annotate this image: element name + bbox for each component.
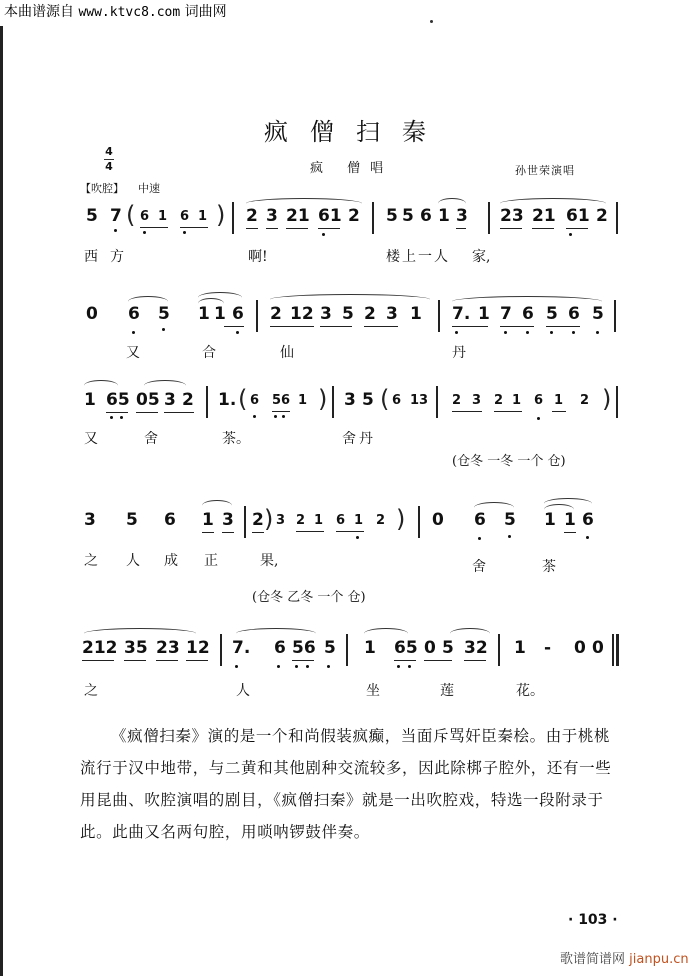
lyric: 楼上一人 bbox=[386, 249, 450, 265]
note: 2 bbox=[296, 513, 306, 528]
note: 23 bbox=[156, 638, 180, 658]
lyric: 莲 bbox=[440, 683, 454, 699]
note: 23 bbox=[500, 206, 524, 226]
lyric: 家, bbox=[472, 249, 491, 265]
note: 6 bbox=[534, 393, 544, 408]
note: 1 bbox=[198, 209, 208, 224]
paren-open: ( bbox=[126, 201, 136, 229]
note: 1 bbox=[478, 304, 490, 324]
paren-close: ) bbox=[396, 505, 406, 533]
note: 6 bbox=[250, 393, 260, 408]
note: 05 bbox=[136, 390, 160, 410]
note: 3 bbox=[472, 393, 482, 408]
lyric: 方 bbox=[110, 249, 124, 265]
note: 5 bbox=[592, 304, 604, 324]
performer-credit: 孙世荣演唱 bbox=[515, 164, 575, 177]
scan-speck bbox=[430, 20, 433, 23]
note: 1 bbox=[364, 638, 376, 658]
lyric: 仙 bbox=[280, 345, 294, 361]
note: 12 bbox=[186, 638, 210, 658]
tempo-speed: 中速 bbox=[138, 182, 160, 195]
tempo-style: 【吹腔】 bbox=[80, 182, 124, 195]
note: 5 bbox=[442, 638, 454, 658]
note: 6 bbox=[164, 510, 176, 530]
note: 0 bbox=[86, 304, 98, 324]
paren-open: ( bbox=[380, 385, 390, 413]
note: 6 bbox=[232, 304, 244, 324]
note: 65 bbox=[394, 638, 418, 658]
note: 1 bbox=[554, 393, 564, 408]
lyric: 舍 bbox=[144, 431, 158, 447]
note: 0 bbox=[432, 510, 444, 530]
notes-row-5 bbox=[80, 632, 620, 666]
lyric: 又 bbox=[126, 345, 140, 361]
note: 2 bbox=[364, 304, 376, 324]
note: 6 bbox=[420, 206, 432, 226]
note: 1 bbox=[512, 393, 522, 408]
watermark-bottom-url[interactable]: jianpu.cn bbox=[629, 952, 689, 967]
note: 2 bbox=[182, 390, 194, 410]
note: 65 bbox=[106, 390, 130, 410]
note: 6 bbox=[522, 304, 534, 324]
note: 5 bbox=[386, 206, 398, 226]
note: 1 bbox=[214, 304, 226, 324]
watermark-prefix: 本曲谱源自 bbox=[4, 4, 74, 20]
lyric: 茶 bbox=[542, 559, 556, 575]
note: 3 bbox=[456, 206, 468, 226]
notes-row-1 bbox=[80, 200, 620, 234]
lyric: 之 bbox=[84, 683, 98, 699]
note: 2 bbox=[452, 393, 462, 408]
note: 2 bbox=[246, 206, 258, 226]
note: 3 bbox=[222, 510, 234, 530]
paren-close: ) bbox=[216, 201, 226, 229]
time-signature bbox=[104, 146, 114, 173]
note: 0 bbox=[592, 638, 604, 658]
watermark-bottom bbox=[560, 948, 689, 967]
page-title: 疯僧扫秦 bbox=[264, 118, 448, 146]
note: 5 bbox=[324, 638, 336, 658]
lyric: 舍丹 bbox=[342, 431, 376, 447]
lyric: 成 bbox=[164, 553, 178, 569]
note: 7 bbox=[110, 206, 122, 226]
note: 5 bbox=[504, 510, 516, 530]
note: 3 bbox=[276, 513, 286, 528]
note: 7. bbox=[452, 304, 471, 324]
percussion-pattern: (仓冬 乙冬 一个 仓) bbox=[252, 590, 366, 605]
note: 7. bbox=[232, 638, 251, 658]
note: 6 bbox=[582, 510, 594, 530]
lyric: 人 bbox=[236, 683, 250, 699]
lyric: 啊! bbox=[248, 249, 268, 265]
lyric: 果, bbox=[260, 553, 279, 569]
note: 6 bbox=[474, 510, 486, 530]
page-number: · 103 · bbox=[568, 912, 618, 928]
note: 2 bbox=[580, 393, 590, 408]
watermark-suffix: 词曲网 bbox=[184, 4, 227, 20]
note: 5 bbox=[402, 206, 414, 226]
note: 6 bbox=[140, 209, 150, 224]
note: 5 bbox=[86, 206, 98, 226]
note: 212 bbox=[82, 638, 118, 658]
note: 1 bbox=[564, 510, 576, 530]
watermark-top bbox=[4, 1, 227, 21]
lyric: 西 bbox=[84, 249, 98, 265]
lyric: 花。 bbox=[516, 683, 544, 699]
paren-close: ) bbox=[264, 505, 274, 533]
paren-close: ) bbox=[318, 385, 328, 413]
note: 1 bbox=[438, 206, 450, 226]
note: 61 bbox=[566, 206, 590, 226]
lyric: 舍 bbox=[472, 559, 486, 575]
note: 6 bbox=[392, 393, 402, 408]
percussion-pattern: (仓冬 一冬 一个 仓) bbox=[452, 454, 566, 469]
note: 5 bbox=[362, 390, 374, 410]
note: 56 bbox=[292, 638, 316, 658]
note: 5 bbox=[342, 304, 354, 324]
commentary-paragraph: 《疯僧扫秦》演的是一个和尚假装疯癫，当面斥骂奸臣秦桧。由于桃桃流行于汉中地带，与二黄和其他剧种交流较多，因此除梆子腔外，还有一些用昆曲、吹腔演唱的剧目，《疯僧扫秦》就是一出吹腔戏，特选一段附录于此。此曲又名两句腔，用唢呐锣鼓伴奏。 bbox=[80, 727, 612, 841]
note: 12 bbox=[290, 304, 314, 324]
note: 1 bbox=[298, 393, 308, 408]
note: 3 bbox=[320, 304, 332, 324]
lyric: 之 bbox=[84, 553, 98, 569]
note: 56 bbox=[272, 393, 291, 408]
note: 3 bbox=[84, 510, 96, 530]
note: 3 bbox=[386, 304, 398, 324]
note: 1 bbox=[84, 390, 96, 410]
note: 1 bbox=[314, 513, 324, 528]
note: 6 bbox=[274, 638, 286, 658]
watermark-url[interactable]: www.ktvc8.com bbox=[78, 5, 181, 20]
note: 1 bbox=[410, 304, 422, 324]
note: 1 bbox=[514, 638, 526, 658]
note: 13 bbox=[410, 393, 429, 408]
note: 2 bbox=[376, 513, 386, 528]
note: 1 bbox=[354, 513, 364, 528]
note: 3 bbox=[164, 390, 176, 410]
note: 2 bbox=[252, 510, 264, 530]
note: 2 bbox=[596, 206, 608, 226]
lyric: 又 bbox=[84, 431, 98, 447]
notes-row-4 bbox=[80, 504, 620, 538]
note: 2 bbox=[494, 393, 504, 408]
time-signature-bottom: 4 bbox=[105, 160, 113, 173]
note: 6 bbox=[128, 304, 140, 324]
note: 1 bbox=[202, 510, 214, 530]
lyric: 茶。 bbox=[222, 431, 250, 447]
time-signature-top: 4 bbox=[105, 145, 113, 158]
lyric: 人 bbox=[126, 553, 140, 569]
lyric: 丹 bbox=[452, 345, 466, 361]
note: 6 bbox=[336, 513, 346, 528]
note: 6 bbox=[180, 209, 190, 224]
note: 6 bbox=[568, 304, 580, 324]
note: 61 bbox=[318, 206, 342, 226]
note: 1. bbox=[218, 390, 237, 410]
paren-close: ) bbox=[602, 385, 612, 413]
lyric: 正 bbox=[204, 553, 218, 569]
note: 21 bbox=[532, 206, 556, 226]
note: 7 bbox=[500, 304, 512, 324]
note: 3 bbox=[266, 206, 278, 226]
lyric: 坐 bbox=[366, 683, 380, 699]
notes-row-2 bbox=[80, 298, 620, 332]
note: 32 bbox=[464, 638, 488, 658]
note: - bbox=[544, 638, 552, 658]
note: 1 bbox=[198, 304, 210, 324]
note: 1 bbox=[544, 510, 556, 530]
tempo-marking bbox=[80, 180, 160, 196]
watermark-bottom-cn: 歌谱简谱网 bbox=[560, 952, 626, 967]
note: 2 bbox=[270, 304, 282, 324]
subtitle: 疯 僧唱 bbox=[310, 161, 394, 176]
note: 0 bbox=[574, 638, 586, 658]
note: 3 bbox=[344, 390, 356, 410]
notes-row-3 bbox=[80, 384, 620, 418]
note: 2 bbox=[348, 206, 360, 226]
note: 1 bbox=[158, 209, 168, 224]
lyric: 合 bbox=[202, 345, 216, 361]
paren-open: ( bbox=[238, 385, 248, 413]
note: 5 bbox=[126, 510, 138, 530]
note: 0 bbox=[424, 638, 436, 658]
note: 5 bbox=[546, 304, 558, 324]
scan-edge bbox=[0, 26, 3, 976]
note: 35 bbox=[124, 638, 148, 658]
note: 5 bbox=[158, 304, 170, 324]
note: 21 bbox=[286, 206, 310, 226]
